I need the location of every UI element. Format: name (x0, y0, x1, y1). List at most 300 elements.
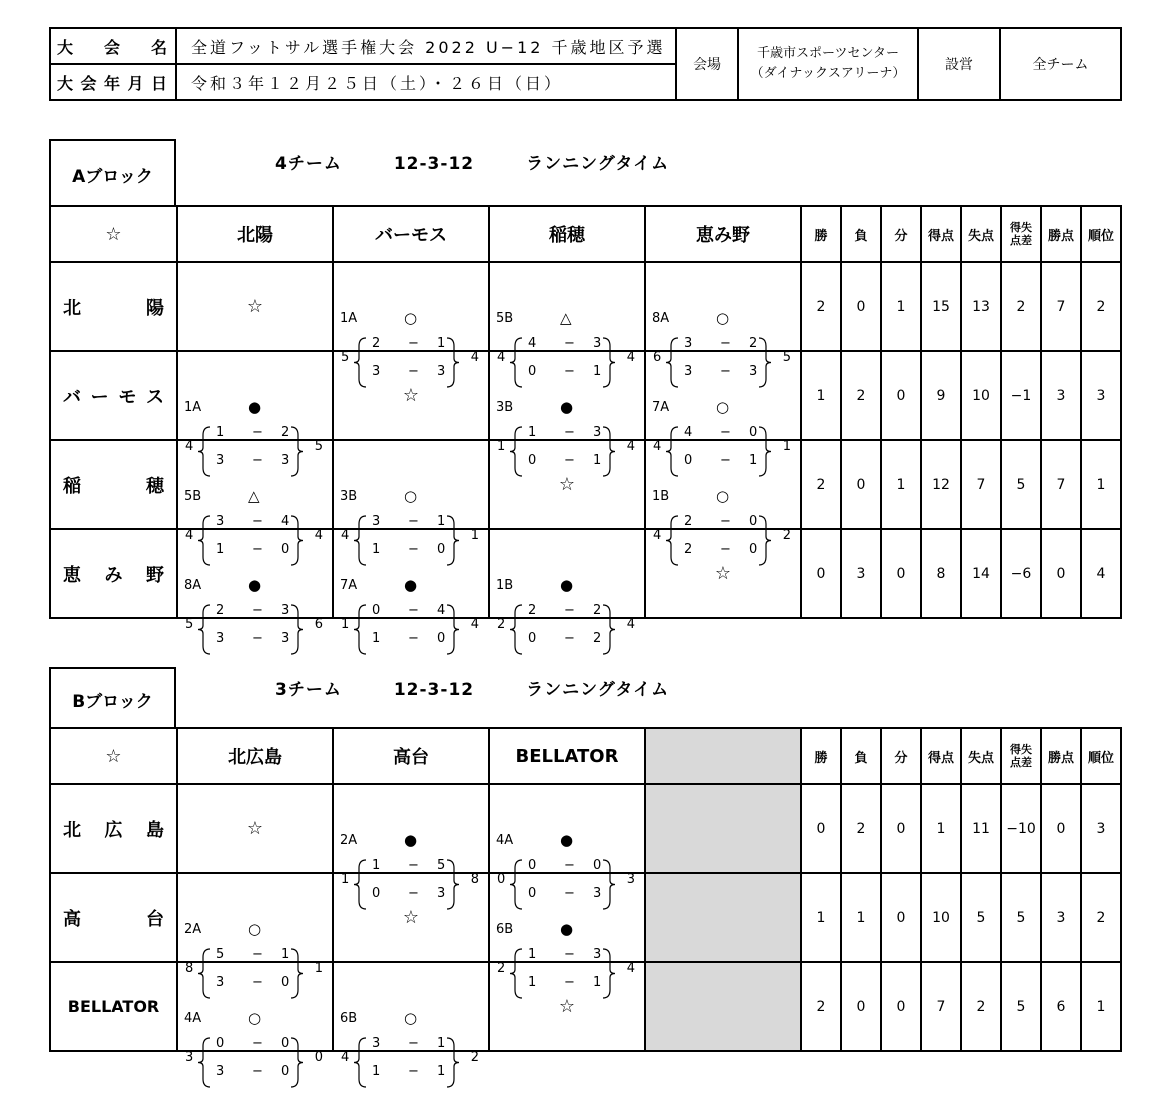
stat-header-goal-diff (1001, 206, 1041, 262)
block-a-title: Aブロック (49, 139, 176, 207)
result-symbol: △ (560, 308, 572, 327)
brace (603, 949, 615, 998)
total-right: 6 (314, 616, 323, 632)
team-name: 北広島 (50, 784, 177, 873)
second-half-right: 3 (437, 363, 446, 379)
team-name: BELLATOR (50, 962, 177, 1051)
second-half-dash: − (252, 630, 263, 646)
second-half-left: 1 (528, 974, 537, 990)
match-cell (489, 784, 645, 901)
brace (759, 427, 771, 476)
team-name: 恵み野 (50, 529, 177, 618)
brace (759, 516, 771, 565)
second-half-left: 3 (216, 452, 225, 468)
second-half-left: 0 (528, 363, 537, 379)
second-half-dash: − (252, 541, 263, 557)
brace (354, 338, 366, 387)
total-right: 4 (626, 960, 635, 976)
stat-gd: −6 (1001, 529, 1041, 618)
stat-header-goal-diff (1001, 728, 1041, 784)
second-half-dash: − (564, 452, 575, 468)
stat-win: 2 (801, 262, 841, 351)
stat-pts: 7 (1041, 262, 1081, 351)
block-a-format: 12-3-12 (393, 154, 475, 174)
total-left: 4 (341, 1049, 350, 1065)
opponent-column-header (645, 728, 801, 784)
second-half-left: 3 (684, 363, 693, 379)
total-right: 0 (314, 1049, 323, 1065)
brace (447, 516, 459, 565)
brace (603, 427, 615, 476)
brace (291, 516, 303, 565)
total-right: 2 (782, 527, 791, 543)
first-half-left: 2 (216, 602, 225, 618)
result-symbol: ● (404, 830, 418, 849)
second-half-left: 3 (216, 630, 225, 646)
first-half-left: 5 (216, 946, 225, 962)
stat-pts: 7 (1041, 440, 1081, 529)
match-cell (333, 962, 489, 1079)
second-half-left: 1 (372, 630, 381, 646)
result-symbol: ○ (404, 1008, 418, 1027)
first-half-right: 4 (281, 513, 290, 529)
team-row (50, 262, 1161, 351)
total-left: 3 (185, 1049, 194, 1065)
stat-draw: 1 (881, 262, 921, 351)
second-half-dash: − (564, 363, 575, 379)
first-half-right: 3 (593, 335, 602, 351)
result-symbol: ○ (248, 919, 262, 938)
second-half-dash: − (408, 1063, 419, 1079)
match-cell (333, 262, 489, 379)
tournament-date-value: 令和３年１２月２５日（土）・２６日（日） (176, 64, 676, 100)
stat-ga: 5 (961, 873, 1001, 962)
stat-header-loss: 負 (841, 728, 881, 784)
result-symbol: ○ (716, 397, 730, 416)
stat-rank: 2 (1081, 873, 1121, 962)
first-half-right: 3 (593, 946, 602, 962)
first-half-left: 2 (528, 602, 537, 618)
brace (603, 605, 615, 654)
block-b-info (275, 675, 669, 700)
stat-loss: 1 (841, 873, 881, 962)
stat-gd: −1 (1001, 351, 1041, 440)
result-symbol: ○ (716, 308, 730, 327)
first-half-left: 3 (372, 513, 381, 529)
first-half-right: 1 (437, 513, 446, 529)
stat-win: 2 (801, 440, 841, 529)
second-half-right: 3 (437, 885, 446, 901)
stat-rank: 1 (1081, 440, 1121, 529)
total-left: 4 (185, 527, 194, 543)
first-half-dash: − (720, 424, 731, 440)
first-half-dash: − (408, 857, 419, 873)
stat-header-pts: 勝点 (1041, 206, 1081, 262)
stat-loss: 2 (841, 784, 881, 873)
match-cell (333, 440, 489, 557)
stat-draw: 0 (881, 529, 921, 618)
second-half-dash: − (564, 630, 575, 646)
brace (603, 338, 615, 387)
first-half-dash: − (252, 513, 263, 529)
match-code: 8A (184, 577, 202, 593)
first-half-right: 2 (281, 424, 290, 440)
goal-diff-line2: 点差 (1010, 756, 1032, 769)
second-half-right: 3 (281, 452, 290, 468)
second-half-dash: − (720, 363, 731, 379)
total-right: 1 (782, 438, 791, 454)
team-name: 高 台 (50, 873, 177, 962)
brace (354, 860, 366, 909)
tournament-name-label: 大会名 (50, 28, 176, 64)
total-right: 1 (470, 527, 479, 543)
brace (354, 605, 366, 654)
block-a-info (275, 149, 669, 174)
corner-star: ☆ (50, 728, 177, 784)
stat-gf: 9 (921, 351, 961, 440)
tournament-name-value: 全道フットサル選手権大会 2022 U−12 千歳地区予選 (176, 28, 676, 64)
first-half-right: 1 (437, 335, 446, 351)
total-right: 8 (470, 871, 479, 887)
venue-subname: （ダイナックスアリーナ） (750, 66, 906, 81)
total-left: 2 (497, 960, 506, 976)
brace (198, 1038, 210, 1087)
stat-win: 2 (801, 962, 841, 1051)
stat-rank: 2 (1081, 262, 1121, 351)
first-half-dash: − (252, 1035, 263, 1051)
brace (510, 860, 522, 909)
brace (447, 1038, 459, 1087)
team-name: バーモス (50, 351, 177, 440)
brace (666, 516, 678, 565)
corner-star: ☆ (50, 206, 177, 262)
stat-header-rank: 順位 (1081, 728, 1121, 784)
brace (510, 427, 522, 476)
stat-win: 1 (801, 873, 841, 962)
brace (198, 605, 210, 654)
second-half-dash: − (408, 885, 419, 901)
first-half-right: 5 (437, 857, 446, 873)
opponent-column-header: BELLATOR (489, 728, 645, 784)
block-b-format: 12-3-12 (393, 680, 475, 700)
match-cell (489, 262, 645, 379)
second-half-right: 0 (281, 1063, 290, 1079)
total-right: 1 (314, 960, 323, 976)
total-right: 4 (470, 349, 479, 365)
stat-header-draw: 分 (881, 206, 921, 262)
second-half-dash: − (564, 974, 575, 990)
total-left: 1 (497, 438, 506, 454)
opponent-column-header: 恵み野 (645, 206, 801, 262)
stat-gd: 5 (1001, 962, 1041, 1051)
stat-header-draw: 分 (881, 728, 921, 784)
brace (447, 860, 459, 909)
result-symbol: ● (560, 397, 574, 416)
venue-label: 会場 (676, 28, 738, 100)
brace (198, 516, 210, 565)
stat-pts: 0 (1041, 784, 1081, 873)
brace (291, 427, 303, 476)
first-half-dash: − (408, 1035, 419, 1051)
second-half-right: 1 (749, 452, 758, 468)
stat-header-ga: 失点 (961, 206, 1001, 262)
stat-header-gf: 得点 (921, 206, 961, 262)
self-match-star: ☆ (489, 440, 645, 529)
second-half-right: 3 (281, 630, 290, 646)
second-half-left: 3 (216, 974, 225, 990)
goal-diff-line2: 点差 (1010, 234, 1032, 247)
first-half-dash: − (408, 335, 419, 351)
total-left: 1 (341, 871, 350, 887)
first-half-left: 0 (372, 602, 381, 618)
self-match-star: ☆ (177, 784, 333, 873)
first-half-dash: − (408, 602, 419, 618)
match-cell (645, 262, 801, 379)
stat-gd: 2 (1001, 262, 1041, 351)
stat-header-rank: 順位 (1081, 206, 1121, 262)
total-right: 4 (626, 616, 635, 632)
result-symbol: ○ (404, 308, 418, 327)
second-half-dash: − (252, 1063, 263, 1079)
second-half-left: 3 (216, 1063, 225, 1079)
stat-ga: 11 (961, 784, 1001, 873)
total-left: 8 (185, 960, 194, 976)
stat-win: 1 (801, 351, 841, 440)
team-name: 稲 穂 (50, 440, 177, 529)
brace (291, 605, 303, 654)
venue-value (738, 28, 918, 100)
match-cell (333, 784, 489, 901)
first-half-right: 0 (749, 513, 758, 529)
stat-draw: 0 (881, 962, 921, 1051)
block-a-time-type: ランニングタイム (526, 154, 670, 174)
stat-loss: 0 (841, 440, 881, 529)
tournament-date-label: 大会年月日 (50, 64, 176, 100)
first-half-dash: − (720, 513, 731, 529)
brace (510, 338, 522, 387)
first-half-dash: − (564, 424, 575, 440)
total-right: 4 (626, 438, 635, 454)
first-half-left: 3 (372, 1035, 381, 1051)
second-half-right: 3 (749, 363, 758, 379)
self-match-star: ☆ (333, 351, 489, 440)
result-symbol: ○ (248, 1008, 262, 1027)
brace (198, 949, 210, 998)
second-half-dash: − (252, 974, 263, 990)
match-code: 6B (496, 921, 514, 937)
stat-gf: 10 (921, 873, 961, 962)
result-symbol: △ (248, 486, 260, 505)
goal-diff-line1: 得失 (1010, 221, 1032, 234)
total-left: 0 (497, 871, 506, 887)
stat-draw: 0 (881, 873, 921, 962)
match-code: 5B (184, 488, 202, 504)
self-match-star: ☆ (645, 529, 801, 618)
stat-win: 0 (801, 529, 841, 618)
result-symbol: ● (404, 575, 418, 594)
brace (447, 338, 459, 387)
first-half-left: 4 (528, 335, 537, 351)
brace (198, 427, 210, 476)
opponent-column-header: 稲穂 (489, 206, 645, 262)
stat-ga: 14 (961, 529, 1001, 618)
first-half-dash: − (252, 424, 263, 440)
second-half-dash: − (408, 630, 419, 646)
setup-value: 全チーム (1000, 28, 1121, 100)
first-half-left: 3 (684, 335, 693, 351)
empty-cell (645, 873, 801, 962)
brace (510, 605, 522, 654)
self-match-star: ☆ (177, 262, 333, 351)
stat-header-pts: 勝点 (1041, 728, 1081, 784)
tournament-header (49, 27, 1122, 101)
brace (354, 516, 366, 565)
total-left: 4 (653, 527, 662, 543)
second-half-right: 0 (437, 630, 446, 646)
total-right: 4 (470, 616, 479, 632)
stat-pts: 3 (1041, 873, 1081, 962)
brace (447, 605, 459, 654)
first-half-left: 2 (684, 513, 693, 529)
stat-ga: 10 (961, 351, 1001, 440)
match-cell (177, 873, 333, 990)
second-half-right: 3 (593, 885, 602, 901)
stat-gf: 12 (921, 440, 961, 529)
match-code: 5B (496, 310, 514, 326)
result-symbol: ● (248, 397, 262, 416)
stat-ga: 2 (961, 962, 1001, 1051)
first-half-right: 0 (749, 424, 758, 440)
stat-gf: 1 (921, 784, 961, 873)
second-half-right: 0 (749, 541, 758, 557)
first-half-left: 1 (216, 424, 225, 440)
result-symbol: ● (560, 575, 574, 594)
setup-label: 設営 (918, 28, 1000, 100)
block-b-teams: 3チーム (275, 680, 342, 700)
second-half-right: 1 (437, 1063, 446, 1079)
total-right: 3 (626, 871, 635, 887)
second-half-left: 2 (684, 541, 693, 557)
stat-ga: 7 (961, 440, 1001, 529)
second-half-right: 0 (281, 974, 290, 990)
match-code: 1B (652, 488, 670, 504)
stat-header-gf: 得点 (921, 728, 961, 784)
second-half-dash: − (408, 541, 419, 557)
stat-gd: −10 (1001, 784, 1041, 873)
stat-gf: 8 (921, 529, 961, 618)
stat-loss: 0 (841, 962, 881, 1051)
match-code: 3B (496, 399, 514, 415)
brace (354, 1038, 366, 1087)
second-half-left: 0 (528, 630, 537, 646)
second-half-left: 1 (372, 541, 381, 557)
second-half-right: 0 (437, 541, 446, 557)
first-half-left: 1 (528, 946, 537, 962)
first-half-left: 2 (372, 335, 381, 351)
first-half-dash: − (564, 602, 575, 618)
stat-rank: 3 (1081, 784, 1121, 873)
total-right: 4 (314, 527, 323, 543)
second-half-left: 1 (372, 1063, 381, 1079)
second-half-left: 0 (528, 452, 537, 468)
second-half-left: 0 (528, 885, 537, 901)
match-code: 1A (184, 399, 202, 415)
match-code: 1B (496, 577, 514, 593)
total-right: 2 (470, 1049, 479, 1065)
match-code: 7A (340, 577, 358, 593)
opponent-column-header: 北陽 (177, 206, 333, 262)
stat-loss: 0 (841, 262, 881, 351)
stat-pts: 3 (1041, 351, 1081, 440)
second-half-left: 1 (216, 541, 225, 557)
first-half-left: 0 (216, 1035, 225, 1051)
grid-header-row (50, 206, 1161, 262)
self-match-star: ☆ (489, 962, 645, 1051)
total-left: 5 (185, 616, 194, 632)
brace (666, 338, 678, 387)
grid-header-row (50, 728, 1161, 784)
stat-gd: 5 (1001, 440, 1041, 529)
first-half-left: 0 (528, 857, 537, 873)
team-name: 北 陽 (50, 262, 177, 351)
opponent-column-header: バーモス (333, 206, 489, 262)
first-half-right: 1 (281, 946, 290, 962)
total-right: 5 (782, 349, 791, 365)
match-code: 4A (184, 1010, 202, 1026)
second-half-right: 1 (593, 974, 602, 990)
result-symbol: ● (248, 575, 262, 594)
second-half-dash: − (720, 541, 731, 557)
empty-cell (645, 784, 801, 873)
stat-draw: 0 (881, 784, 921, 873)
result-symbol: ○ (404, 486, 418, 505)
match-cell (177, 351, 333, 468)
stat-gd: 5 (1001, 873, 1041, 962)
total-left: 4 (497, 349, 506, 365)
stat-draw: 0 (881, 351, 921, 440)
result-symbol: ● (560, 830, 574, 849)
total-left: 6 (653, 349, 662, 365)
total-left: 4 (185, 438, 194, 454)
match-code: 4A (496, 832, 514, 848)
first-half-right: 4 (437, 602, 446, 618)
match-code: 2A (340, 832, 358, 848)
block-b-title: Bブロック (49, 667, 176, 729)
second-half-left: 0 (372, 885, 381, 901)
stat-gf: 15 (921, 262, 961, 351)
brace (603, 860, 615, 909)
match-code: 1A (340, 310, 358, 326)
goal-diff-line1: 得失 (1010, 743, 1032, 756)
stat-header-win: 勝 (801, 206, 841, 262)
stat-header-ga: 失点 (961, 728, 1001, 784)
stat-header-loss: 負 (841, 206, 881, 262)
total-left: 1 (341, 616, 350, 632)
first-half-right: 2 (593, 602, 602, 618)
first-half-dash: − (564, 946, 575, 962)
second-half-right: 1 (593, 363, 602, 379)
result-symbol: ○ (716, 486, 730, 505)
total-left: 4 (341, 527, 350, 543)
self-match-star: ☆ (333, 873, 489, 962)
second-half-right: 1 (593, 452, 602, 468)
second-half-dash: − (252, 452, 263, 468)
total-left: 5 (341, 349, 350, 365)
match-code: 2A (184, 921, 202, 937)
second-half-left: 3 (372, 363, 381, 379)
match-code: 8A (652, 310, 670, 326)
team-row (50, 784, 1161, 873)
